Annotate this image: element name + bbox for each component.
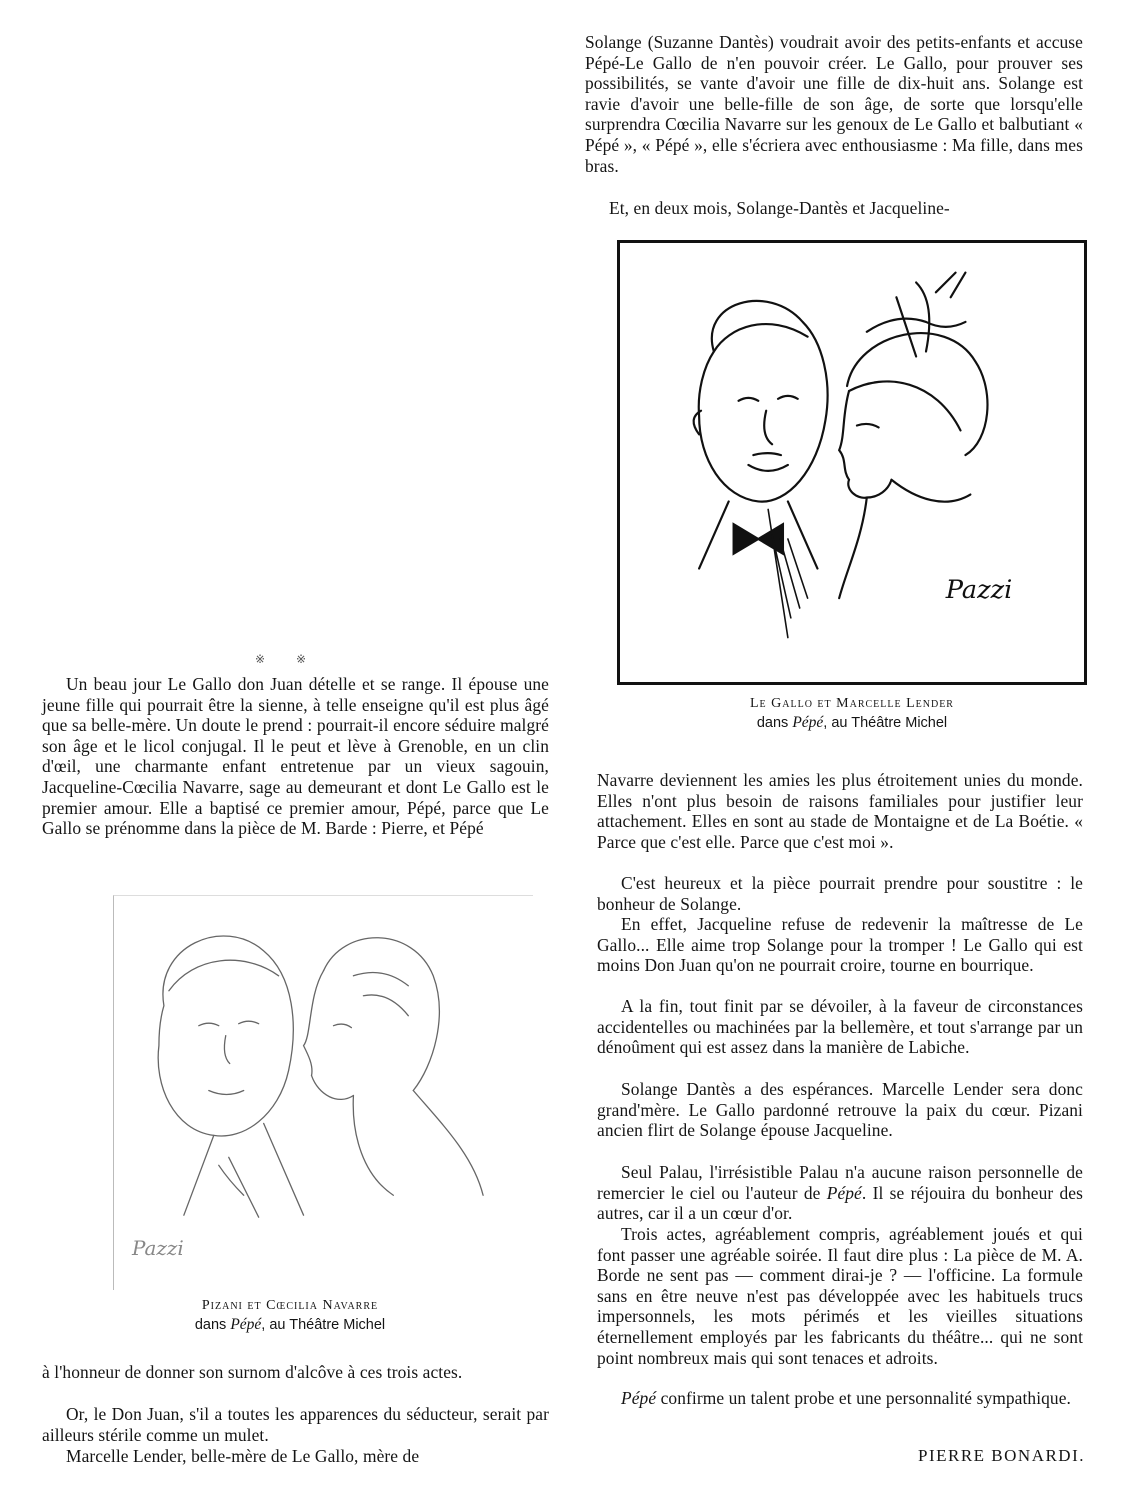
article-paragraph: à l'honneur de donner son surnom d'alcôve à ces trois actes. <box>42 1362 463 1382</box>
section-separator: ※ ※ <box>255 652 321 666</box>
article-paragraph <box>597 1162 1083 1224</box>
caricature-le-gallo-lender <box>617 240 1087 685</box>
artist-signature: Pazzi <box>131 1236 184 1261</box>
text-run: confirme un talent probe et une personnalité sympathique. <box>656 1388 1071 1408</box>
caption-tail: , au Théâtre Michel <box>823 715 948 731</box>
caption-dans: dans <box>756 715 793 731</box>
article-paragraph: Or, le Don Juan, s'il a toutes les apparences du séducteur, serait par ailleurs stérile comme un mulet. <box>42 1404 549 1445</box>
text-run: Seul Palau, l'irrésistible Palau n'a aucune raison personnelle de remercier le ciel ou l'auteur de <box>597 1162 1083 1203</box>
article-paragraph <box>597 1388 1083 1409</box>
caption-venue <box>80 1315 500 1335</box>
article-paragraph: Trois actes, agréablement compris, agréablement joués et qui font passer une agréable soirée. Il faut dire plus : La pièce de M. A. Borde ne sent pas — comment dirai-je ? — l'officine. La formule sans en être neuve n'est pas développée avec les habituels trucs impersonnels, les mots périmés et les vieilles situations éternellement employés par les fabricants du théâtre... qui ne sont point nombreux mais qui sont tenaces et adroits. <box>597 1224 1083 1368</box>
article-paragraph: C'est heureux et la pièce pourrait prendre pour soustitre : le bonheur de Solange. <box>597 873 1083 914</box>
play-title: Pépé <box>621 1388 657 1408</box>
text-run: . Il se réjouira du bonheur des autres, car il a un cœur d'or. <box>597 1182 1083 1224</box>
figure-caption <box>80 1296 500 1335</box>
article-paragraph: A la fin, tout finit par se dévoiler, à la faveur de circonstances accidentelles ou machinées par la bellemère, et tout s'arrange par un dénoûment qui est assez dans la manière de Labiche. <box>597 996 1083 1058</box>
caption-tail: , au Théâtre Michel <box>261 1317 386 1333</box>
caption-names: Le Gallo et Marcelle Lender <box>750 696 954 711</box>
article-paragraph: Navarre deviennent les amies les plus étroitement unies du monde. Elles n'ont plus besoin de raisons familiales pour justifier leur attachement. Elles en sont au stade de Montaigne et de La Boétie. « Parce que c'est elle. Parce que c'est moi ». <box>597 770 1083 852</box>
article-paragraph: Solange (Suzanne Dantès) voudrait avoir des petits-enfants et accuse Pépé-Le Gallo de n'en pouvoir créer. Le Gallo, pour prouver ses possibilités, se vante d'avoir une fille de dix-huit ans. Solange est ravie d'avoir une belle-fille de son âge, de sorte que lorsqu'elle surprendra Cœcilia Navarre sur les genoux de Le Gallo et balbutiant « Pépé », « Pépé », elle s'écriera avec enthousiasme : Ma fille, dans mes bras. <box>585 32 1083 176</box>
article-paragraph: Solange Dantès a des espérances. Marcelle Lender sera donc grand'mère. Le Gallo pardonné retrouve la paix du cœur. Pizani ancien flirt de Solange épouse Jacqueline. <box>597 1079 1083 1141</box>
caption-names: Pizani et Cœcilia Navarre <box>201 1298 379 1313</box>
play-title: Pépé <box>826 1182 862 1203</box>
caption-venue <box>617 713 1087 733</box>
caption-dans: dans <box>194 1317 231 1333</box>
figure-caption <box>617 694 1087 733</box>
caption-play-title: Pépé <box>230 1316 262 1333</box>
article-paragraph: Marcelle Lender, belle-mère de Le Gallo, mère de <box>66 1446 420 1466</box>
sketch-drawing <box>114 896 533 1290</box>
author-signature: PIERRE BONARDI. <box>917 1446 1085 1465</box>
article-paragraph: Un beau jour Le Gallo don Juan dételle et se range. Il épouse une jeune fille qui pourrait être la sienne, à telle enseigne qu'il est plus âgé que sa belle-mère. Un doute le prend : pourrait-il encore séduire malgré son âge et le licol conjugal. Il le peut et lève à Grenoble, en un clin d'œil, une charmante enfant entretenue par un vieux sagouin, Jacqueline-Cœcilia Navarre, sage au demeurant et dont Le Gallo est le premier amour. Elle a baptisé ce premier amour, Pépé, parce que Le Gallo se prénomme dans la pièce de M. Barde : Pierre, et Pépé <box>42 674 549 839</box>
artist-signature: Pazzi <box>945 575 1013 606</box>
caricature-pizani-navarre <box>113 895 533 1290</box>
article-paragraph: Et, en deux mois, Solange-Dantès et Jacqueline- <box>609 198 950 218</box>
caption-play-title: Pépé <box>792 714 824 731</box>
article-paragraph: En effet, Jacqueline refuse de redevenir la maîtresse de Le Gallo... Elle aime trop Solange pour la tromper ! Le Gallo qui est moins Don Juan qu'on ne pourrait croire, tourne en bourrique. <box>597 914 1083 976</box>
sketch-drawing <box>620 243 1084 682</box>
